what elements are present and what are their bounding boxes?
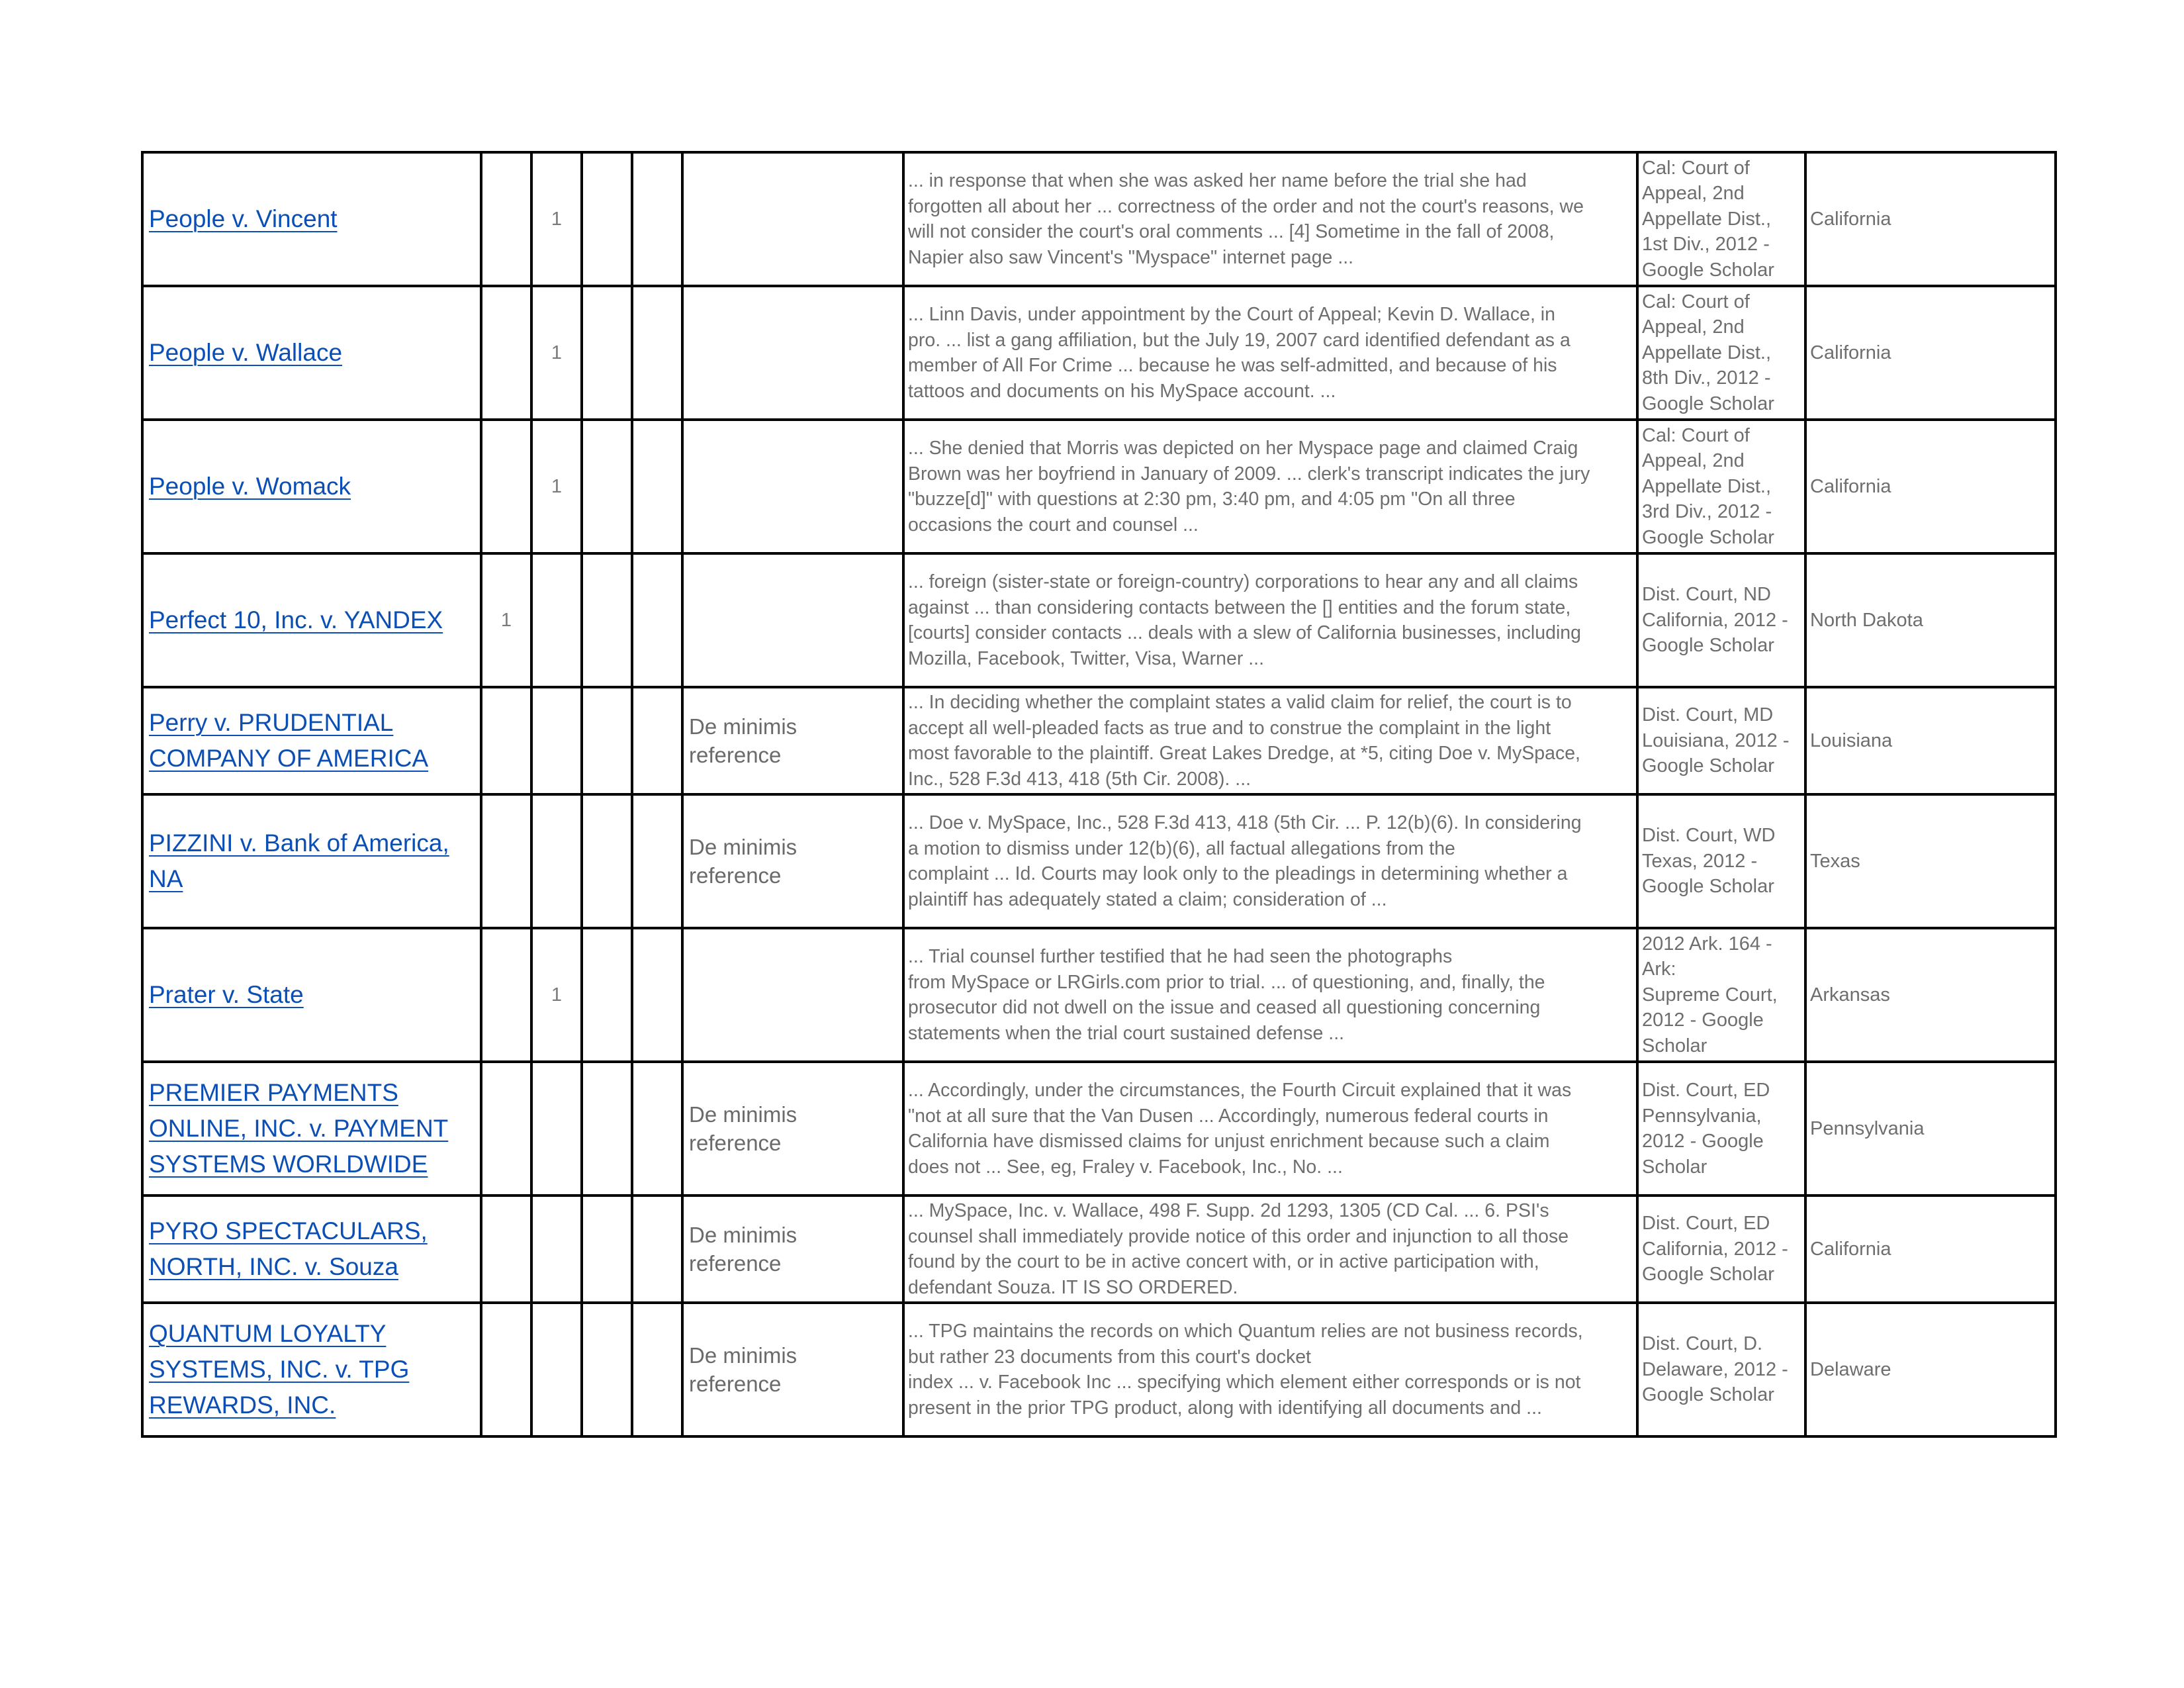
count-cell-4 [632, 928, 682, 1062]
count-cell-4 [632, 687, 682, 794]
source-cell: Dist. Court, MD Louisiana, 2012 - Google Scholar [1637, 687, 1805, 794]
count-cell-1 [481, 152, 531, 286]
count-cell-2 [531, 1303, 582, 1436]
count-cell-1 [481, 1062, 531, 1196]
count-cell-4 [632, 1196, 682, 1303]
case-link[interactable]: QUANTUM LOYALTY SYSTEMS, INC. v. TPG REWARDS, INC. [149, 1320, 410, 1419]
count-cell-1 [481, 794, 531, 928]
count-cell-3 [582, 1303, 632, 1436]
state-cell: Texas [1805, 794, 2056, 928]
table-row [142, 286, 2056, 420]
case-name-cell [142, 1196, 481, 1303]
count-cell-4 [632, 1062, 682, 1196]
table-row [142, 1062, 2056, 1196]
treatment-cell: De minimis reference [682, 1303, 903, 1436]
case-link[interactable]: Prater v. State [149, 981, 304, 1008]
case-name-cell [142, 553, 481, 687]
state-cell: California [1805, 1196, 2056, 1303]
count-cell-3 [582, 687, 632, 794]
count-cell-2 [531, 1196, 582, 1303]
treatment-cell: De minimis reference [682, 687, 903, 794]
state-cell: Pennsylvania [1805, 1062, 2056, 1196]
snippet-cell: ... Doe v. MySpace, Inc., 528 F.3d 413, 418 (5th Cir. ... P. 12(b)(6). In considering a motion to dismiss under 12(b)(6), all factual allegations from the complaint ... Id. Courts may look only to the pleadings in determining whether a plaintiff has adequately stated a claim; consideration of ... [903, 794, 1637, 928]
snippet-cell: ... Trial counsel further testified that he had seen the photographs from MySpace or LRGirls.com prior to trial. ... of questioning, and, finally, the prosecutor did not dwell on the issue and ceased all questioning concerning statements when the trial court sustained defense ... [903, 928, 1637, 1062]
source-cell: Dist. Court, ED California, 2012 - Google Scholar [1637, 1196, 1805, 1303]
snippet-cell: ... TPG maintains the records on which Quantum relies are not business records, but rather 23 documents from this court's docket index ... v. Facebook Inc ... specifying which element either corresponds or is not present in the prior TPG product, along with identifying all documents and ... [903, 1303, 1637, 1436]
count-cell-3 [582, 1062, 632, 1196]
source-cell: Dist. Court, WD Texas, 2012 - Google Scholar [1637, 794, 1805, 928]
source-cell: Cal: Court of Appeal, 2nd Appellate Dist., 3rd Div., 2012 - Google Scholar [1637, 420, 1805, 553]
case-name-cell [142, 1303, 481, 1436]
snippet-cell: ... foreign (sister-state or foreign-country) corporations to hear any and all claims against ... than considering contacts between the [] entities and the forum state, [courts] consider contacts ... deals with a slew of California businesses, including Mozilla, Facebook, Twitter, Visa, Warner ... [903, 553, 1637, 687]
case-link[interactable]: Perry v. PRUDENTIAL COMPANY OF AMERICA [149, 709, 429, 772]
case-link[interactable]: PREMIER PAYMENTS ONLINE, INC. v. PAYMENT SYSTEMS WORLDWIDE [149, 1079, 449, 1178]
table-row [142, 794, 2056, 928]
snippet-cell: ... In deciding whether the complaint states a valid claim for relief, the court is to accept all well-pleaded facts as true and to construe the complaint in the light most favorable to the plaintiff. Great Lakes Dredge, at *5, citing Doe v. MySpace, Inc., 528 F.3d 413, 418 (5th Cir. 2008). ... [903, 687, 1637, 794]
source-cell: Dist. Court, ND California, 2012 - Google Scholar [1637, 553, 1805, 687]
count-cell-4 [632, 1303, 682, 1436]
case-table-body [142, 152, 2056, 1436]
count-cell-3 [582, 928, 632, 1062]
treatment-cell [682, 553, 903, 687]
table-row [142, 928, 2056, 1062]
treatment-cell [682, 928, 903, 1062]
count-cell-2 [531, 1062, 582, 1196]
count-cell-3 [582, 1196, 632, 1303]
count-cell-3 [582, 794, 632, 928]
count-cell-2 [531, 553, 582, 687]
case-name-cell [142, 420, 481, 553]
treatment-cell: De minimis reference [682, 794, 903, 928]
case-link[interactable]: PYRO SPECTACULARS, NORTH, INC. v. Souza [149, 1217, 428, 1280]
table-row [142, 553, 2056, 687]
count-cell-2 [531, 687, 582, 794]
count-cell-2: 1 [531, 420, 582, 553]
count-cell-1: 1 [481, 553, 531, 687]
treatment-cell [682, 152, 903, 286]
count-cell-3 [582, 420, 632, 553]
case-link[interactable]: PIZZINI v. Bank of America, NA [149, 829, 449, 892]
source-cell: Cal: Court of Appeal, 2nd Appellate Dist., 8th Div., 2012 - Google Scholar [1637, 286, 1805, 420]
case-link[interactable]: People v. Wallace [149, 339, 343, 366]
count-cell-2: 1 [531, 928, 582, 1062]
count-cell-1 [481, 286, 531, 420]
count-cell-1 [481, 420, 531, 553]
state-cell: Louisiana [1805, 687, 2056, 794]
state-cell: California [1805, 286, 2056, 420]
table-row [142, 1303, 2056, 1436]
count-cell-1 [481, 1196, 531, 1303]
state-cell: Delaware [1805, 1303, 2056, 1436]
source-cell: Cal: Court of Appeal, 2nd Appellate Dist., 1st Div., 2012 - Google Scholar [1637, 152, 1805, 286]
count-cell-3 [582, 553, 632, 687]
case-name-cell [142, 1062, 481, 1196]
case-name-cell [142, 794, 481, 928]
treatment-cell [682, 286, 903, 420]
table-row [142, 152, 2056, 286]
table-row [142, 420, 2056, 553]
state-cell: North Dakota [1805, 553, 2056, 687]
treatment-cell: De minimis reference [682, 1062, 903, 1196]
count-cell-2: 1 [531, 152, 582, 286]
count-cell-4 [632, 420, 682, 553]
case-link[interactable]: Perfect 10, Inc. v. YANDEX [149, 606, 443, 633]
count-cell-1 [481, 928, 531, 1062]
snippet-cell: ... She denied that Morris was depicted on her Myspace page and claimed Craig Brown was her boyfriend in January of 2009. ... clerk's transcript indicates the jury "buzze[d]" with questions at 2:30 pm, 3:40 pm, and 4:05 pm "On all three occasions the court and counsel ... [903, 420, 1637, 553]
table-row [142, 1196, 2056, 1303]
count-cell-4 [632, 286, 682, 420]
case-name-cell [142, 687, 481, 794]
case-table [141, 151, 2057, 1438]
treatment-cell: De minimis reference [682, 1196, 903, 1303]
case-link[interactable]: People v. Vincent [149, 205, 338, 232]
count-cell-3 [582, 152, 632, 286]
count-cell-4 [632, 152, 682, 286]
count-cell-2 [531, 794, 582, 928]
count-cell-2: 1 [531, 286, 582, 420]
source-cell: Dist. Court, ED Pennsylvania, 2012 - Google Scholar [1637, 1062, 1805, 1196]
source-cell: Dist. Court, D. Delaware, 2012 - Google Scholar [1637, 1303, 1805, 1436]
treatment-cell [682, 420, 903, 553]
state-cell: Arkansas [1805, 928, 2056, 1062]
count-cell-4 [632, 553, 682, 687]
count-cell-1 [481, 1303, 531, 1436]
count-cell-1 [481, 687, 531, 794]
snippet-cell: ... Accordingly, under the circumstances, the Fourth Circuit explained that it was "not at all sure that the Van Dusen ... Accordingly, numerous federal courts in California have dismissed claims for unjust enrichment because such a claim does not ... See, eg, Fraley v. Facebook, Inc., No. ... [903, 1062, 1637, 1196]
snippet-cell: ... MySpace, Inc. v. Wallace, 498 F. Supp. 2d 1293, 1305 (CD Cal. ... 6. PSI's counsel shall immediately provide notice of this order and injunction to all those found by the court to be in active concert with, or in active participation with, defendant Souza. IT IS SO ORDERED. [903, 1196, 1637, 1303]
snippet-cell: ... Linn Davis, under appointment by the Court of Appeal; Kevin D. Wallace, in pro. ... list a gang affiliation, but the July 19, 2007 card identified defendant as a member of All For Crime ... because he was self-admitted, and because of his tattoos and documents on his MySpace account. ... [903, 286, 1637, 420]
state-cell: California [1805, 420, 2056, 553]
case-name-cell [142, 286, 481, 420]
count-cell-3 [582, 286, 632, 420]
count-cell-4 [632, 794, 682, 928]
case-name-cell [142, 928, 481, 1062]
state-cell: California [1805, 152, 2056, 286]
source-cell: 2012 Ark. 164 - Ark: Supreme Court, 2012 - Google Scholar [1637, 928, 1805, 1062]
snippet-cell: ... in response that when she was asked her name before the trial she had forgotten all about her ... correctness of the order and not the court's reasons, we will not consider the court's oral comments ... [4] Sometime in the fall of 2008, Napier also saw Vincent's "Myspace" internet page ... [903, 152, 1637, 286]
case-link[interactable]: People v. Womack [149, 473, 351, 500]
table-row [142, 687, 2056, 794]
case-name-cell [142, 152, 481, 286]
